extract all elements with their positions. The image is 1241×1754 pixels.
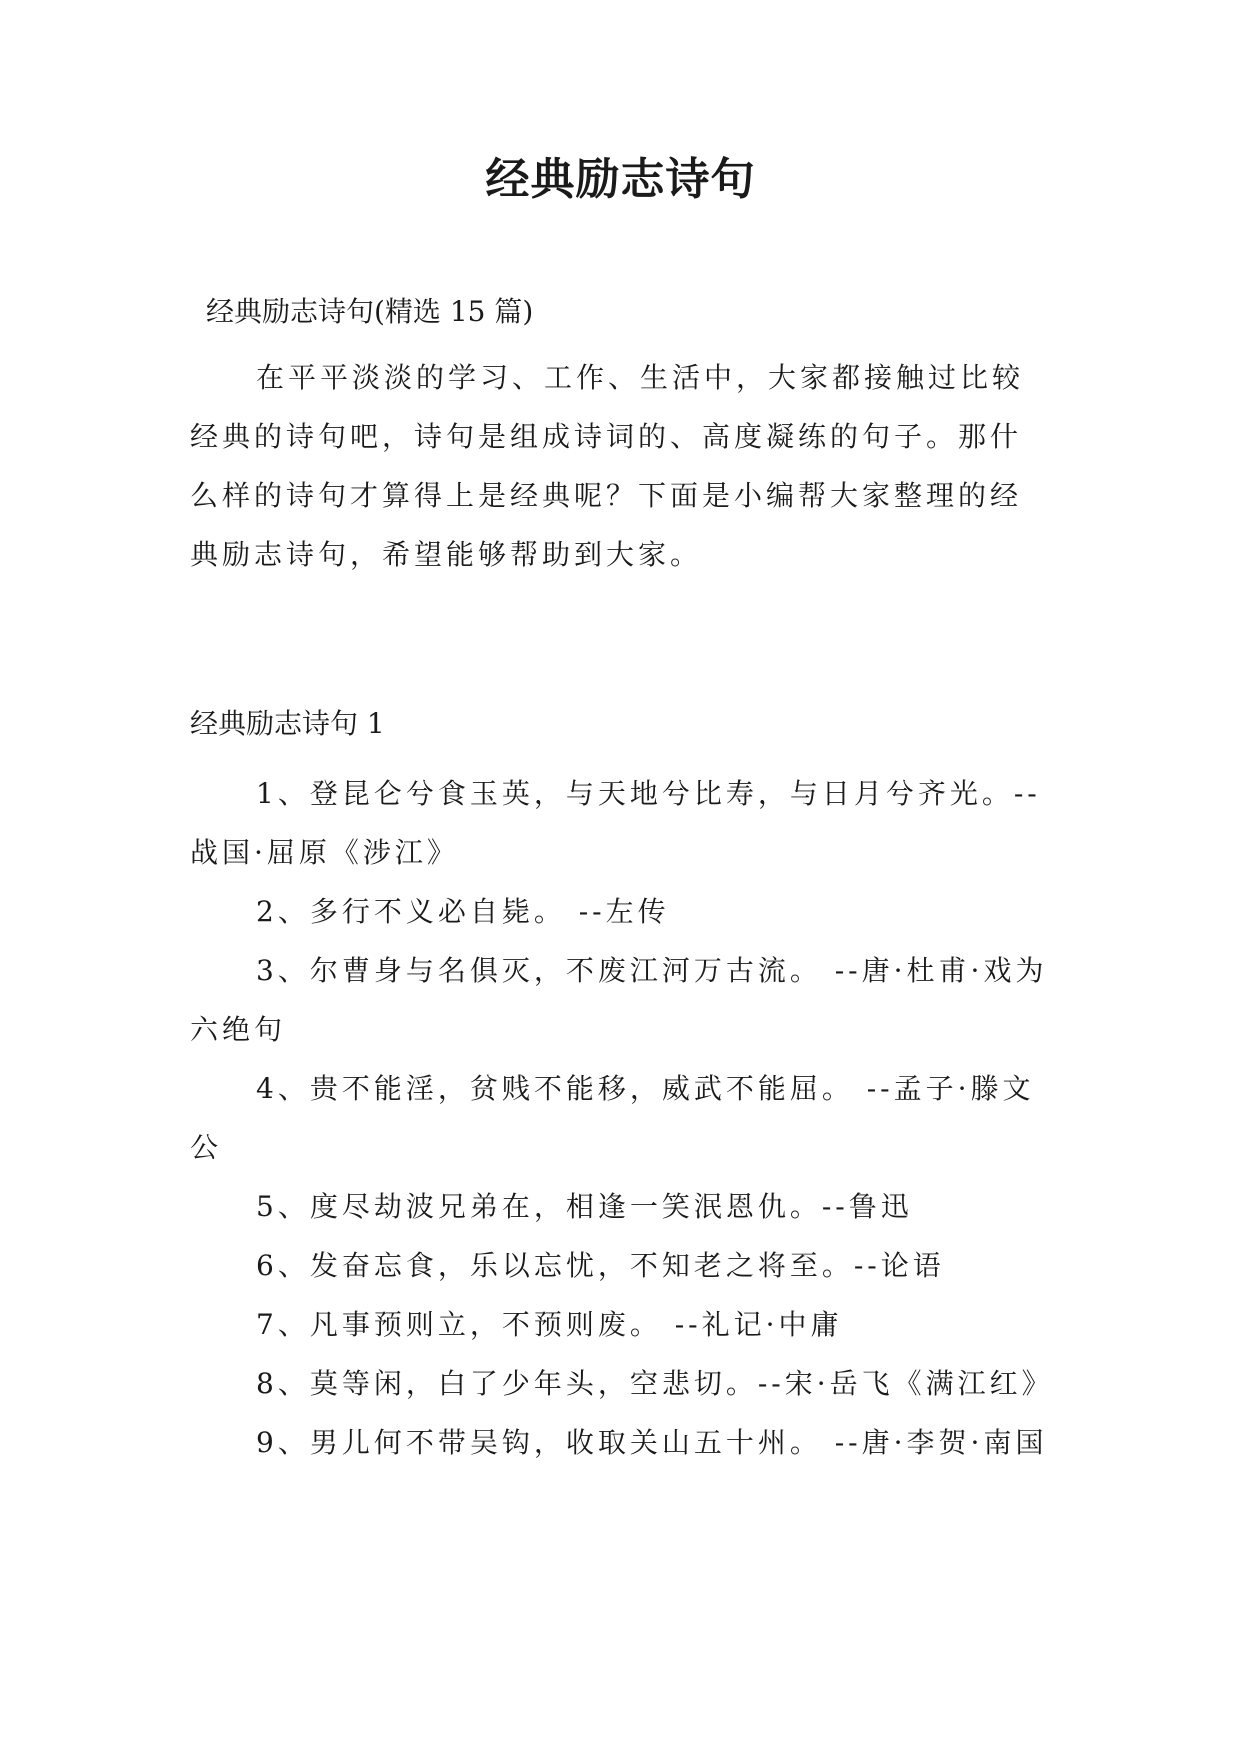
poem-item: 3、尔曹身与名俱灭，不废江河万古流。 --唐·杜甫·戏为六绝句 — [190, 954, 1048, 1046]
poem-list — [190, 764, 1054, 1472]
poem-item: 9、男儿何不带吴钩，收取关山五十州。 --唐·李贺·南国 — [256, 1426, 1048, 1459]
intro-paragraph: 在平平淡淡的学习、工作、生活中，大家都接触过比较经典的诗句吧，诗句是组成诗词的、高度凝练的句子。那什么样的诗句才算得上是经典呢？下面是小编帮大家整理的经典励志诗句，希望能够帮助到大家。 — [190, 361, 1025, 571]
document-title: 经典励志诗句 — [485, 154, 756, 205]
poem-item: 7、凡事预则立，不预则废。 --礼记·中庸 — [256, 1308, 843, 1341]
section-heading: 经典励志诗句 1 — [190, 707, 385, 740]
poem-item: 8、莫等闲，白了少年头，空悲切。--宋·岳飞《满江红》 — [256, 1367, 1054, 1400]
poem-item: 2、多行不义必自毙。 --左传 — [256, 895, 670, 928]
poem-item: 6、发奋忘食，乐以忘忧，不知老之将至。--论语 — [256, 1249, 945, 1282]
poem-item: 5、度尽劫波兄弟在，相逢一笑泯恩仇。--鲁迅 — [256, 1190, 913, 1223]
poem-item: 4、贵不能淫，贫贱不能移，威武不能屈。 --孟子·滕文公 — [190, 1072, 1035, 1164]
document-subtitle: 经典励志诗句(精选 15 篇) — [206, 295, 534, 328]
poem-item: 1、登昆仑兮食玉英，与天地兮比寿，与日月兮齐光。--战国·屈原《涉江》 — [190, 777, 1041, 869]
